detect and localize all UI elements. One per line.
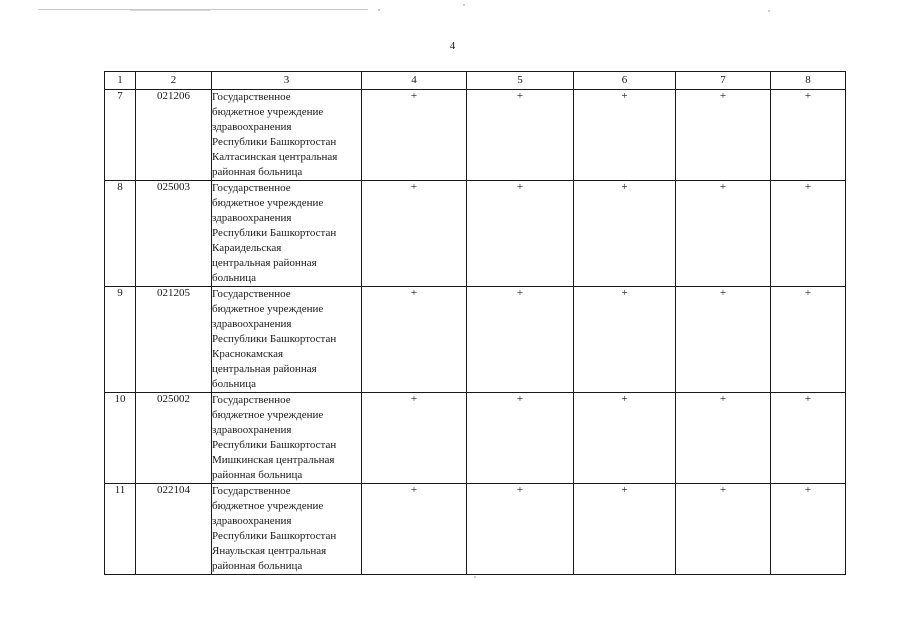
scan-artifact-dot — [768, 10, 770, 12]
institutions-table — [104, 71, 846, 575]
mark-cell: + — [467, 181, 574, 287]
page-number: 4 — [449, 40, 456, 52]
institution-code: 025003 — [136, 181, 212, 287]
mark-cell: + — [676, 484, 771, 575]
institution-name-line: Республики Башкортостан — [212, 227, 337, 239]
institution-name-line: бюджетное учреждение — [212, 500, 324, 512]
scan-artifact-dot — [463, 4, 465, 6]
mark-cell: + — [362, 484, 467, 575]
mark-cell: + — [771, 287, 846, 393]
column-header: 1 — [105, 72, 136, 90]
mark-cell: + — [467, 393, 574, 484]
institution-code: 021206 — [136, 90, 212, 181]
table-row — [105, 287, 846, 393]
institution-name-line: Караидельская — [212, 242, 282, 254]
scan-artifact-dot — [378, 9, 380, 11]
mark-cell: + — [771, 393, 846, 484]
institution-name — [212, 484, 362, 575]
row-number: 9 — [105, 287, 136, 393]
institution-name — [212, 287, 362, 393]
table-row — [105, 393, 846, 484]
institution-name-line: Государственное — [212, 91, 291, 103]
row-number: 11 — [105, 484, 136, 575]
table-row — [105, 181, 846, 287]
institution-name-line: здравоохранения — [212, 515, 292, 527]
column-header: 4 — [362, 72, 467, 90]
institution-code: 021205 — [136, 287, 212, 393]
institution-name-line: центральная районная — [212, 363, 317, 375]
column-header: 7 — [676, 72, 771, 90]
mark-cell: + — [574, 287, 676, 393]
mark-cell: + — [676, 393, 771, 484]
mark-cell: + — [362, 90, 467, 181]
mark-cell: + — [467, 90, 574, 181]
institution-name-line: бюджетное учреждение — [212, 106, 324, 118]
mark-cell: + — [467, 287, 574, 393]
mark-cell: + — [676, 90, 771, 181]
mark-cell: + — [574, 90, 676, 181]
institution-name-line: районная больница — [212, 166, 303, 178]
institution-name-line: Калтасинская центральная — [212, 151, 338, 163]
institution-name-line: здравоохранения — [212, 212, 292, 224]
scan-artifact-line — [130, 10, 210, 11]
mark-cell: + — [771, 90, 846, 181]
institution-name-line: Краснокамская — [212, 348, 284, 360]
mark-cell: + — [676, 287, 771, 393]
row-number: 7 — [105, 90, 136, 181]
institution-name-line: Государственное — [212, 485, 291, 497]
mark-cell: + — [362, 287, 467, 393]
institution-name-line: Республики Башкортостан — [212, 530, 337, 542]
table-row — [105, 484, 846, 575]
institution-name-line: Янаульская центральная — [212, 545, 327, 557]
institution-name — [212, 393, 362, 484]
institution-name — [212, 181, 362, 287]
row-number: 10 — [105, 393, 136, 484]
mark-cell: + — [574, 181, 676, 287]
institution-name-line: центральная районная — [212, 257, 317, 269]
institution-name-line: Мишкинская центральная — [212, 454, 335, 466]
mark-cell: + — [771, 181, 846, 287]
institution-name-line: здравоохранения — [212, 121, 292, 133]
institution-name-line: бюджетное учреждение — [212, 409, 324, 421]
institution-name-line: Республики Башкортостан — [212, 333, 337, 345]
column-header: 8 — [771, 72, 846, 90]
column-header: 2 — [136, 72, 212, 90]
mark-cell: + — [362, 181, 467, 287]
institution-name-line: бюджетное учреждение — [212, 197, 324, 209]
mark-cell: + — [771, 484, 846, 575]
institution-code: 022104 — [136, 484, 212, 575]
table-row — [105, 90, 846, 181]
institution-code: 025002 — [136, 393, 212, 484]
table-header-row — [105, 72, 846, 90]
mark-cell: + — [467, 484, 574, 575]
column-header: 5 — [467, 72, 574, 90]
mark-cell: + — [574, 484, 676, 575]
institution-name-line: здравоохранения — [212, 318, 292, 330]
row-number: 8 — [105, 181, 136, 287]
institution-name-line: районная больница — [212, 469, 303, 481]
institution-name-line: районная больница — [212, 560, 303, 572]
mark-cell: + — [676, 181, 771, 287]
column-header: 3 — [212, 72, 362, 90]
institution-name-line: больница — [212, 272, 256, 284]
mark-cell: + — [362, 393, 467, 484]
institution-name-line: Республики Башкортостан — [212, 439, 337, 451]
institution-name-line: Государственное — [212, 288, 291, 300]
institution-name-line: Государственное — [212, 394, 291, 406]
institution-name-line: Республики Башкортостан — [212, 136, 337, 148]
institution-name — [212, 90, 362, 181]
institution-name-line: Государственное — [212, 182, 291, 194]
institution-name-line: бюджетное учреждение — [212, 303, 324, 315]
scan-artifact-dot — [474, 576, 476, 578]
column-header: 6 — [574, 72, 676, 90]
institution-name-line: здравоохранения — [212, 424, 292, 436]
mark-cell: + — [574, 393, 676, 484]
institution-name-line: больница — [212, 378, 256, 390]
